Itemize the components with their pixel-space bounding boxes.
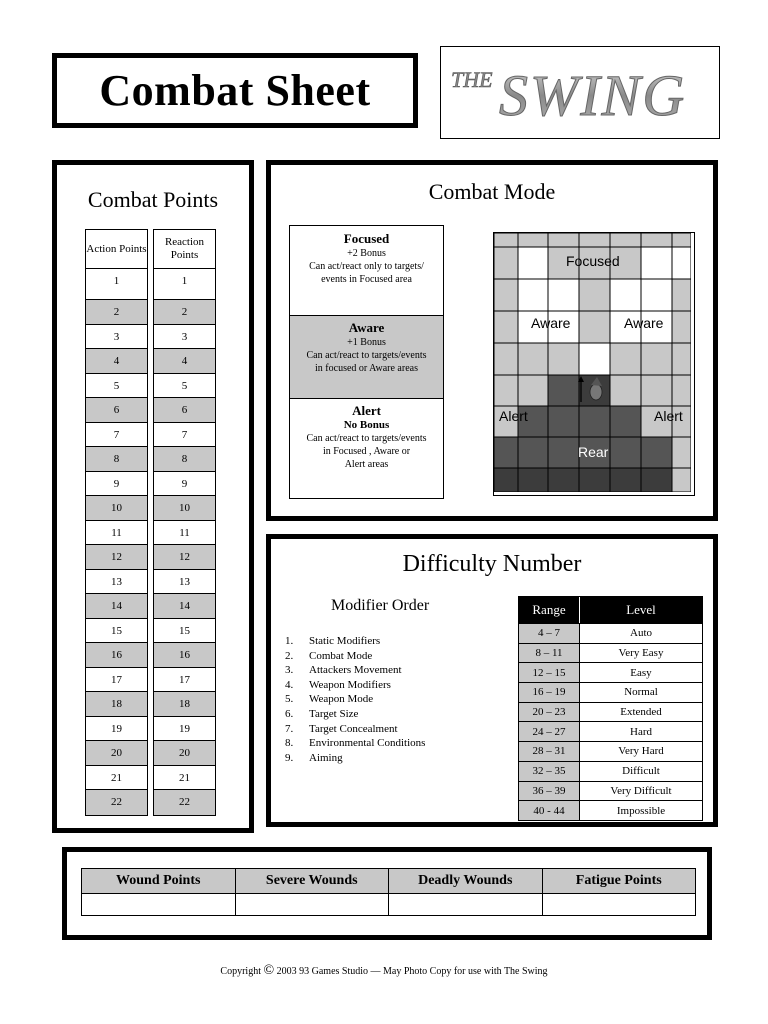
range-row [519,682,702,702]
modifier-text: Aiming [309,751,343,764]
fatigue-points-field[interactable] [543,894,696,915]
reaction-points-cell: 18 [154,692,215,717]
range-cell: 28 – 31 [519,742,580,761]
title-box [52,53,418,128]
grid-cell [548,343,579,375]
modifier-order-title: Modifier Order [331,597,430,614]
action-points-cell: 11 [86,521,147,546]
aware-desc-1: Can act/react to targets/events [306,350,427,361]
alert-desc-1: Can act/react to targets/events [306,433,427,444]
grid-cell [672,437,691,468]
action-points-cell: 16 [86,643,147,668]
level-cell: Hard [630,725,652,738]
grid-cell [548,233,579,247]
wound-points-field[interactable] [82,894,236,915]
focused-bonus: +2 Bonus [347,248,386,259]
range-cell: 40 - 44 [519,801,580,820]
grid-cell [518,233,548,247]
modifier-text: Combat Mode [309,649,373,662]
modifier-item [285,707,425,722]
level-cell: Impossible [616,804,666,817]
action-points-cell: 13 [86,570,147,595]
grid-cell [579,279,610,311]
action-points-cell: 4 [86,349,147,374]
reaction-points-cell: 19 [154,717,215,742]
modifier-text: Weapon Modifiers [309,678,391,691]
modifier-number: 1. [285,635,294,647]
level-cell: Very Easy [618,647,664,660]
aware-bonus: +1 Bonus [347,337,386,348]
action-points-cell: 8 [86,447,147,472]
modifier-list [285,634,425,765]
modifier-number: 5. [285,693,294,706]
reaction-points-cell: 2 [154,300,215,325]
grid-cell [548,468,579,492]
action-points-cell: 15 [86,619,147,644]
grid-cell [494,311,518,343]
combat-mode-grid [493,232,695,496]
alert-heading: Alert [352,403,381,418]
grid-cell [518,437,548,468]
grid-cell [610,279,641,311]
grid-cell [641,279,672,311]
range-row [519,702,702,722]
action-points-cell: 1 [86,269,147,300]
combat-mode-table [289,225,444,499]
grid-cell [672,247,691,279]
modifier-text: Static Modifiers [309,635,381,647]
grid-cell [518,343,548,375]
grid-cell [610,406,641,437]
action-points-cell: 21 [86,766,147,791]
difficulty-title: Difficulty Number [402,551,582,577]
action-points-cell: 6 [86,398,147,423]
action-points-cell: 18 [86,692,147,717]
combat-mode-panel [266,160,718,521]
aware-row [290,315,443,399]
grid-cell [494,375,518,406]
grid-cell [548,375,579,406]
level-cell: Extended [620,706,662,719]
severe-wounds-field[interactable] [236,894,390,915]
grid-cell [641,375,672,406]
grid-cell [548,437,579,468]
range-cell: 20 – 23 [519,703,580,722]
wounds-panel [62,847,712,940]
severe-wounds-header: Severe Wounds [236,869,390,894]
reaction-points-cell: 8 [154,447,215,472]
modifier-item [285,649,425,664]
reaction-points-cell: 13 [154,570,215,595]
grid-cell [579,406,610,437]
logo-small-text: THE [451,67,493,92]
reaction-points-cell: 15 [154,619,215,644]
reaction-points-cell: 21 [154,766,215,791]
wound-points-header: Wound Points [82,869,236,894]
grid-cell [672,311,691,343]
modifier-item [285,634,425,649]
reaction-points-cell: 22 [154,790,215,815]
action-points-column [85,229,148,816]
reaction-points-cell: 6 [154,398,215,423]
combat-mode-title: Combat Mode [428,179,556,204]
alert-bonus: No Bonus [343,419,390,431]
grid-cell [494,233,518,247]
grid-cell [518,247,548,279]
grid-cell [672,375,691,406]
action-points-cell: 3 [86,325,147,350]
grid-cell [548,279,579,311]
range-cell: 24 – 27 [519,722,580,741]
level-cell: Very Difficult [610,784,672,797]
aware-desc-2: in focused or Aware areas [315,363,418,374]
logo-large-text: SWING [499,63,687,128]
aware-heading: Aware [348,320,385,335]
reaction-points-cell: 1 [154,269,215,300]
range-header: Range [519,597,580,623]
range-cell: 12 – 15 [519,663,580,682]
focused-row [290,226,443,315]
grid-cell [494,247,518,279]
range-row [519,721,702,741]
range-cell: 8 – 11 [519,644,580,663]
reaction-points-cell: 11 [154,521,215,546]
level-header: Level [626,602,656,617]
wounds-table [81,868,696,916]
fatigue-points-header: Fatigue Points [543,869,696,894]
action-points-cell: 10 [86,496,147,521]
range-row [519,800,702,820]
grid-cell [672,343,691,375]
modifier-number: 3. [285,664,294,677]
range-row [519,741,702,761]
page-title: Combat Sheet [99,66,371,115]
grid-cell [641,233,672,247]
action-points-cell: 12 [86,545,147,570]
grid-cell [518,279,548,311]
grid-cell [494,468,518,492]
modifier-number: 4. [285,678,294,691]
alert-desc-2: in Focused , Aware or [322,446,411,457]
action-points-cell: 7 [86,423,147,448]
grid-cell [610,343,641,375]
footer [0,963,768,979]
grid-cell [494,437,518,468]
action-points-cell: 2 [86,300,147,325]
reaction-points-cell: 14 [154,594,215,619]
range-level-table [518,596,703,821]
grid-focused-label: Focused [566,253,620,269]
modifier-number: 2. [285,649,294,662]
modifier-item [285,751,425,766]
reaction-points-column [153,229,216,816]
action-points-cell: 5 [86,374,147,399]
action-points-cell: 19 [86,717,147,742]
grid-cell [579,311,610,343]
reaction-points-cell: 3 [154,325,215,350]
modifier-number: 9. [285,751,294,764]
reaction-points-cell: 10 [154,496,215,521]
modifier-number: 6. [285,707,294,720]
grid-alert-left-label: Alert [499,408,528,424]
modifier-text: Target Size [309,707,359,720]
reaction-points-cell: 5 [154,374,215,399]
alert-row [290,399,443,495]
focused-desc-1: Can act/react only to targets/ [309,261,424,272]
grid-cell [641,247,672,279]
reaction-points-cell: 16 [154,643,215,668]
grid-cell [641,437,672,468]
reaction-points-header: Reaction Points [154,230,215,269]
reaction-points-cell: 4 [154,349,215,374]
focused-heading: Focused [343,231,390,246]
level-cell: Easy [630,666,652,679]
combat-points-title: Combat Points [87,187,219,212]
grid-cell [641,468,672,492]
level-cell: Difficult [622,765,660,778]
grid-cell [672,233,691,247]
grid-cell [610,375,641,406]
range-cell: 36 – 39 [519,782,580,801]
action-points-cell: 17 [86,668,147,693]
difficulty-panel [266,534,718,827]
action-points-cell: 14 [86,594,147,619]
footer-post: 2003 93 Games Studio — May Photo Copy for use with The Swing [274,966,548,977]
grid-cell [610,468,641,492]
deadly-wounds-header: Deadly Wounds [389,869,543,894]
action-points-cell: 20 [86,741,147,766]
grid-cell [494,343,518,375]
grid-rear-label: Rear [578,444,609,460]
grid-cell [610,233,641,247]
modifier-text: Attackers Movement [309,664,402,677]
footer-pre: Copyright [220,966,264,977]
modifier-text: Weapon Mode [309,693,374,706]
range-row [519,623,702,643]
range-row [519,781,702,801]
reaction-points-cell: 7 [154,423,215,448]
grid-alert-right-label: Alert [654,408,683,424]
grid-cell [641,343,672,375]
range-row [519,761,702,781]
copyright-symbol: © [263,963,275,978]
action-points-cell: 22 [86,790,147,815]
modifier-item [285,692,425,707]
action-points-header: Action Points [86,230,147,269]
modifier-text: Target Concealment [309,722,398,735]
level-cell: Auto [630,627,652,640]
modifier-text: Environmental Conditions [309,737,426,750]
grid-cell [548,406,579,437]
grid-aware-right-label: Aware [624,315,664,331]
logo [440,46,720,139]
grid-cell [494,279,518,311]
grid-cell [579,343,610,375]
grid-cell [610,437,641,468]
grid-cell [579,468,610,492]
modifier-number: 8. [285,737,294,750]
focused-desc-2: events in Focused area [321,274,412,285]
reaction-points-cell: 9 [154,472,215,497]
alert-desc-3: Alert areas [344,459,389,470]
action-points-cell: 9 [86,472,147,497]
grid-cell [672,468,691,492]
grid-cell [672,279,691,311]
level-cell: Very Hard [618,745,664,758]
range-cell: 4 – 7 [519,624,580,643]
grid-aware-left-label: Aware [531,315,571,331]
range-row [519,643,702,663]
modifier-item [285,663,425,678]
grid-cell [579,233,610,247]
range-cell: 16 – 19 [519,683,580,702]
reaction-points-cell: 12 [154,545,215,570]
range-row [519,662,702,682]
range-cell: 32 – 35 [519,762,580,781]
modifier-item [285,736,425,751]
modifier-item [285,678,425,693]
range-table-header [519,597,702,623]
reaction-points-cell: 17 [154,668,215,693]
grid-cell [518,468,548,492]
grid-cell [518,375,548,406]
reaction-points-cell: 20 [154,741,215,766]
combat-points-panel [52,160,254,833]
deadly-wounds-field[interactable] [389,894,543,915]
modifier-item [285,722,425,737]
modifier-number: 7. [285,722,294,735]
level-cell: Normal [624,686,658,699]
